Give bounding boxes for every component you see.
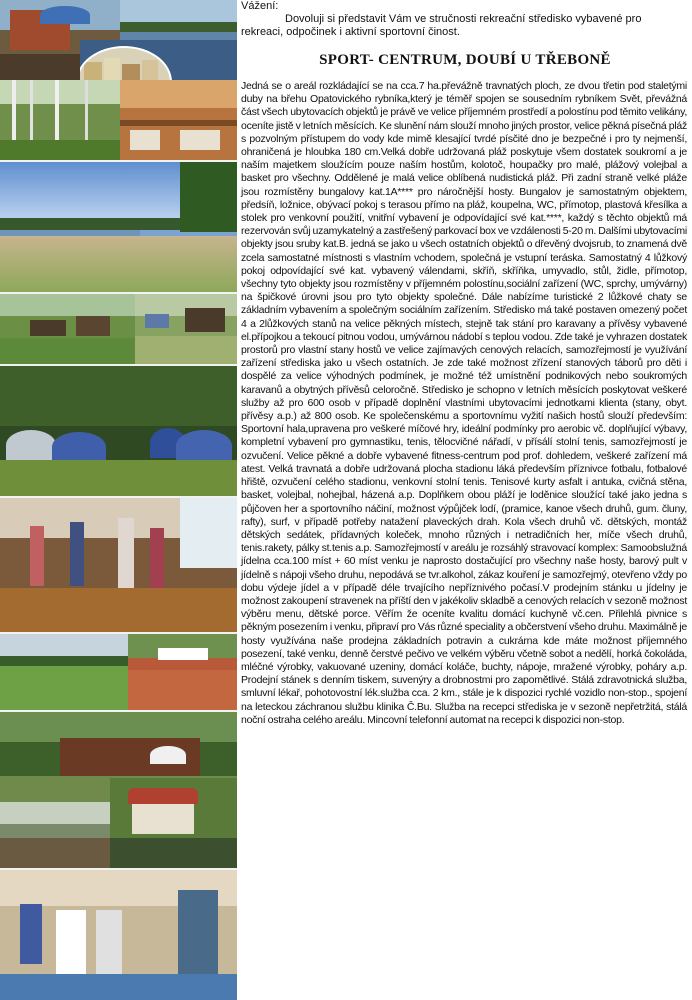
photo-tents-field — [135, 294, 237, 364]
photo-football-field — [0, 634, 128, 710]
photo-cabins — [0, 294, 135, 364]
text-column — [240, 0, 690, 1000]
photo-beach — [0, 162, 237, 292]
photo-kiosk — [110, 778, 237, 868]
photo-shop — [0, 870, 237, 1000]
photo-tents — [0, 366, 237, 496]
body-paragraph: Jedná se o areál rozkládající se na cca.7 ha.převážně travnatých ploch, ze dvou třetin pod staletými duby na břehu Opatovického rybníka,který je téměř spojen se sousedním rybníkem Svět, převážná část všech ubytovacích objektů je právě ve velice příjemném prostředí a polostínu pod těmito velikány, oceníte jistě v letních měsících. Ke slunění nám slouží mnoho jiných prostor, velice pěkná písečná pláž s pozvolným přístupem do vody kde mimě klesající tvrdé písčité dno je bezpečné i pro ty nejmenší, ohraničená je hloubka 180 cm.Velká dobře udržovaná pláž poskytuje všem dostatek soukromí a je naším majetkem sloužícím pouze naším hostům, kolotoč, houpačky pro malé, plážový volejbal a basket pro všechny. Oddělené je malá velice oblíbená nudistická pláž. Při zadní straně velké pláže jsou rozmístěny bungalovy kat.1A**** pro náročnější hosty. Bungalov je samostatným objektem, předsíň, ložnice, obývací pokoj s terasou přímo na pláž, koupelna, WC, přímotop, plastová křesílka a stolek pro venkovní použití, vnitřní vybavení je odpovídající své kat.****, každý s těchto objektů má rezervován svůj uzamykatelný a zastřešený parkovací box ve vzdálenosti 5-20 m. Dalšími ubytovacími objekty jsou sruby kat.B. jedná se jako u všech ostatních objektů o dřevěný dvojsrub, to znamená dvě zcela samostatné místnosti s vlastním vchodem, společná je vstupní teráska. Samostatný 4 lůžkový pokoj odpovídající své kat. vybavený válendami, skříň, skříňka, umyvadlo, stůl, židle, přímotop, všechny tyto objekty jsou rozmístěny v příjemném polostínu,sociální zařízení (WC, sprchy, umývárny) na špičkové úrovni jsou pro tyto objekty společné. Dále nabízíme turistické 2 lůžkové chaty se základním vybavením a společným sociálním zařízením. Středisko má také postaven omezený počet 4 a 2lůžkových stanů na velice pěkných místech, stejně tak stání pro karavany a přívěsy vybavené el.přípojkou a tekoucí pitnou vodou, umývárnou nádobí s teplou vodou. Zde také je vyhrazen dostatek prostorů pro vlastní stany hostů ve velice zajímavých cenových relacích, samozřejmostí je využívání zařízení střediska jako u všech ostatních. Je zde také možnost zřízení stanových táborů pro děti i dospělé za velice výhodných podmínek, je možné též umístnění podnikových nebo soukromých karavanů a obytných přívěsů celoročně. Středisko je schopno v letních měsících poskytovat veškeré služby až pro 600 osob v případě doplnění vlastními ubytovacími jednotkami klienta (stany, obyt. přívěsy a.p.) až 800 osob. Ke společenskému a sportovnímu vyžití našich hostů slouží především: Sportovní hala,upravena pro veškeré míčové hry, ideální podmínky pro aerobic vč. doplňující výbavy, kompletní vybavení pro gymnastiku, tenis, tělocvičné nářadí, v přísálí stolní tenis, samozřejmostí je ozvučení. Velice pěkné a dobře vybavené fitness-centrum pod prof. dohledem, veškeré zařízení má atest. Velká travnatá a dobře udržovaná plocha stadionu láká především příznivce fotbalu, fotbalové hřiště, ozvučení celého stadionu, venkovní stolní tenis. Tenisové kurty asfalt i antuka, cvičná stěna, basket, volejbal, nohejbal, házená a.p. Doplňkem obou pláží je loděnice sloužící také jako jedna s půjčoven her a sportovního náčiní, možnost výpůjček lodí, (pramice, kanoe všech druhů, gum. čluny, rafty), surf, v případě potřeby natažení plaveckých drah. Kola všech druhů vč. dětských, montáž dětských sedátek, přídavných koleček, mnoho různých i netradičních her, míče všech druhů, tenis.rakety, pálky st.tenis a.p. Samozřejmostí v areálu je rozsáhlý stravovací komplex: Samoobslužná jídelna cca.100 míst + 60 míst venku je naprosto dostačující pro všechny naše hosty, barový pult v jídelně s nápoji všeho druhu, nepodává se tvr.alkohol, zákaz kouření je samozřejmý, otevřeno vždy po dobu výdeje jídel a v případě déle trvajícího nepříznivého počasí.V prodejním stánku u jídelny je možnost zakoupení stravenek na příští den v jakékoliv skladbě a cenových relacích v sezoně možnost výběru menu, dětské porce. Věřím že oceníte kvalitu domácí kuchyně vč.cen. Přilehlá pivnice s pěkným posezením i venku, připraví pro Vás různé speciality a občerstvení všeho druhu. Maximálně je hosty využívána naše prodejna základních potravin a cukrárna kde máte možnost příjemného posezení, také venku, denně čerstvé pečivo ve velkém výběru včetně sobot a nedělí, horká čokoláda, mléčné výrobky, vakuované uzeniny, domácí koláče, buchty, nápoje, mražené výrobky, poháry a.p. Prodejní stánek s denním tiskem, suvenýry a drobnostmi pro zapomětlivé. Stálá zdravotnická služba, smluvní lékař, pohotovostní lék.služba cca. 2 km., stále je k dispozici rychlé vozidlo non-stop., spojení na leteckou záchranou službu klinika Č.Bu. Služba na recepci střediska je v sezoně nepřetržitá, stálá noční ostraha celého areálu. Mincovní telefonní automat na recepci k dispozici non-stop. — [241, 80, 687, 726]
photo-tennis-court — [128, 634, 237, 710]
photo-dining-hall — [120, 80, 237, 160]
photo-aerobics — [0, 498, 237, 632]
photo-dining-outside — [0, 802, 110, 868]
greeting: Vážení: — [241, 0, 279, 12]
photo-birch-forest — [0, 80, 120, 160]
page-title: SPORT- CENTRUM, DOUBÍ U TŘEBONĚ — [319, 52, 611, 68]
intro-paragraph: Dovoluji si představit Vám ve stručnosti rekreační středisko vybavené pro rekreaci, odpočinek i aktivní sportovní činost. — [241, 13, 642, 38]
photo-collage — [0, 0, 237, 1000]
